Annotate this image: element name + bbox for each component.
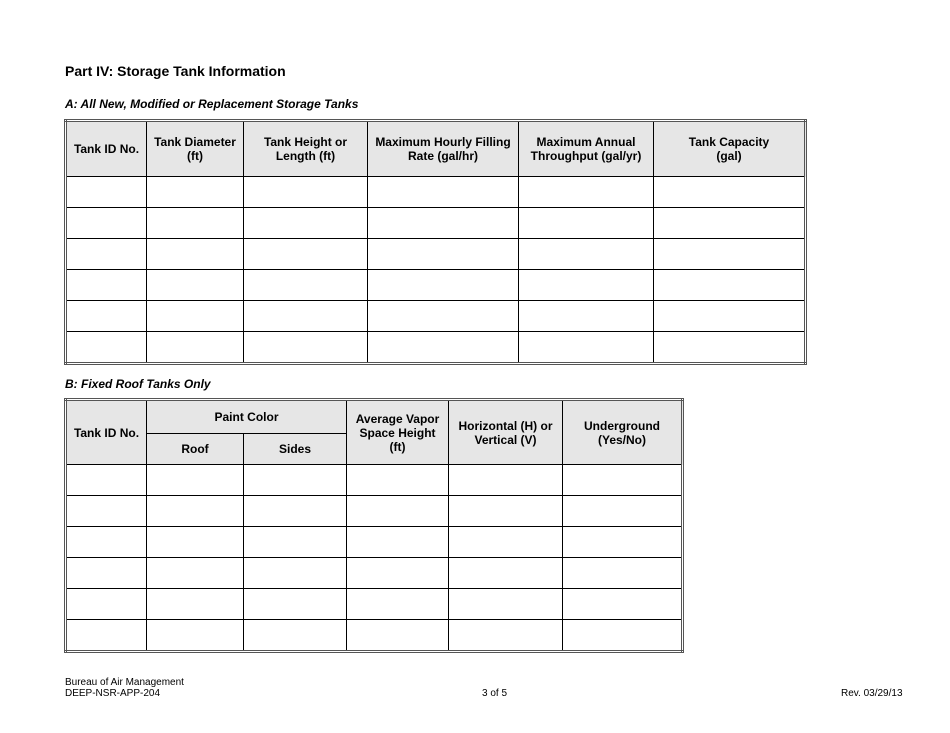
fixed-roof-input-cell[interactable] <box>563 620 683 652</box>
tank-input-cell[interactable] <box>654 239 806 270</box>
tank-input-cell[interactable] <box>66 332 147 364</box>
tank-input-cell[interactable] <box>519 301 654 332</box>
header-max-annual-throughput: Maximum Annual Throughput (gal/yr) <box>519 121 654 177</box>
part-title: Part IV: Storage Tank Information <box>65 63 286 79</box>
footer-page-number: 3 of 5 <box>482 688 508 699</box>
fixed-roof-input-cell[interactable] <box>449 465 563 496</box>
tank-input-cell[interactable] <box>368 301 519 332</box>
tank-input-cell[interactable] <box>519 332 654 364</box>
header-tank-height: Tank Height or Length (ft) <box>244 121 368 177</box>
header-orientation: Horizontal (H) or Vertical (V) <box>449 400 563 465</box>
table-header-row <box>66 121 806 177</box>
tank-input-cell[interactable] <box>147 301 244 332</box>
fixed-roof-input-cell[interactable] <box>449 620 563 652</box>
fixed-roof-input-cell[interactable] <box>66 589 147 620</box>
tank-input-cell[interactable] <box>368 239 519 270</box>
fixed-roof-input-cell[interactable] <box>347 558 449 589</box>
footer-form-id: DEEP-NSR-APP-204 <box>65 688 161 699</box>
fixed-roof-input-cell[interactable] <box>449 496 563 527</box>
table-row <box>66 465 683 496</box>
tank-input-cell[interactable] <box>519 177 654 208</box>
tank-input-cell[interactable] <box>244 301 368 332</box>
fixed-roof-input-cell[interactable] <box>563 465 683 496</box>
fixed-roof-input-cell[interactable] <box>449 527 563 558</box>
fixed-roof-input-cell[interactable] <box>347 589 449 620</box>
tank-input-cell[interactable] <box>147 177 244 208</box>
header-tank-diameter: Tank Diameter (ft) <box>147 121 244 177</box>
table-row <box>66 301 806 332</box>
tank-input-cell[interactable] <box>244 239 368 270</box>
tank-input-cell[interactable] <box>654 208 806 239</box>
table-row <box>66 332 806 364</box>
fixed-roof-input-cell[interactable] <box>347 496 449 527</box>
fixed-roof-input-cell[interactable] <box>244 620 347 652</box>
fixed-roof-input-cell[interactable] <box>449 558 563 589</box>
table-row <box>66 239 806 270</box>
fixed-roof-input-cell[interactable] <box>244 465 347 496</box>
header-max-hourly-filling: Maximum Hourly Filling Rate (gal/hr) <box>368 121 519 177</box>
header-tank-id: Tank ID No. <box>66 400 147 465</box>
fixed-roof-tanks-table <box>64 398 684 653</box>
header-vapor-space-height: Average Vapor Space Height (ft) <box>347 400 449 465</box>
fixed-roof-input-cell[interactable] <box>66 496 147 527</box>
table-row <box>66 527 683 558</box>
fixed-roof-input-cell[interactable] <box>449 589 563 620</box>
fixed-roof-input-cell[interactable] <box>563 496 683 527</box>
table-row <box>66 496 683 527</box>
tank-input-cell[interactable] <box>368 208 519 239</box>
footer-revision: Rev. 03/29/13 <box>841 688 903 699</box>
table-header-row <box>66 400 683 434</box>
header-paint-color: Paint Color <box>147 400 347 434</box>
fixed-roof-input-cell[interactable] <box>66 558 147 589</box>
fixed-roof-input-cell[interactable] <box>244 589 347 620</box>
tank-input-cell[interactable] <box>244 332 368 364</box>
header-tank-id: Tank ID No. <box>66 121 147 177</box>
table-row <box>66 620 683 652</box>
tank-input-cell[interactable] <box>519 270 654 301</box>
fixed-roof-input-cell[interactable] <box>147 527 244 558</box>
tank-input-cell[interactable] <box>654 270 806 301</box>
tank-input-cell[interactable] <box>66 177 147 208</box>
fixed-roof-input-cell[interactable] <box>347 527 449 558</box>
fixed-roof-input-cell[interactable] <box>563 558 683 589</box>
fixed-roof-input-cell[interactable] <box>66 465 147 496</box>
footer-left <box>65 677 184 699</box>
tank-input-cell[interactable] <box>368 270 519 301</box>
tank-input-cell[interactable] <box>66 301 147 332</box>
section-a-title: A: All New, Modified or Replacement Storage Tanks <box>65 97 359 111</box>
table-row <box>66 589 683 620</box>
tank-input-cell[interactable] <box>519 208 654 239</box>
fixed-roof-input-cell[interactable] <box>347 620 449 652</box>
tank-input-cell[interactable] <box>519 239 654 270</box>
fixed-roof-input-cell[interactable] <box>147 620 244 652</box>
tank-input-cell[interactable] <box>368 332 519 364</box>
fixed-roof-input-cell[interactable] <box>244 527 347 558</box>
tank-input-cell[interactable] <box>147 332 244 364</box>
tank-input-cell[interactable] <box>654 301 806 332</box>
tank-input-cell[interactable] <box>66 270 147 301</box>
fixed-roof-input-cell[interactable] <box>66 527 147 558</box>
fixed-roof-input-cell[interactable] <box>563 527 683 558</box>
header-roof: Roof <box>147 434 244 465</box>
table-row <box>66 208 806 239</box>
tank-input-cell[interactable] <box>244 208 368 239</box>
tank-input-cell[interactable] <box>147 270 244 301</box>
tank-input-cell[interactable] <box>147 208 244 239</box>
tank-input-cell[interactable] <box>244 177 368 208</box>
header-tank-capacity: Tank Capacity (gal) <box>654 121 806 177</box>
tank-input-cell[interactable] <box>654 332 806 364</box>
tank-input-cell[interactable] <box>66 208 147 239</box>
fixed-roof-input-cell[interactable] <box>244 558 347 589</box>
table-row <box>66 558 683 589</box>
storage-tanks-table <box>64 119 807 365</box>
table-row <box>66 270 806 301</box>
fixed-roof-input-cell[interactable] <box>563 589 683 620</box>
table-row <box>66 177 806 208</box>
section-b-title: B: Fixed Roof Tanks Only <box>65 377 211 391</box>
tank-input-cell[interactable] <box>244 270 368 301</box>
fixed-roof-input-cell[interactable] <box>147 558 244 589</box>
tank-input-cell[interactable] <box>654 177 806 208</box>
fixed-roof-input-cell[interactable] <box>147 465 244 496</box>
header-sides: Sides <box>244 434 347 465</box>
header-underground: Underground (Yes/No) <box>563 400 683 465</box>
tank-input-cell[interactable] <box>66 239 147 270</box>
footer-bureau: Bureau of Air Management <box>65 677 184 688</box>
fixed-roof-input-cell[interactable] <box>147 496 244 527</box>
fixed-roof-input-cell[interactable] <box>66 620 147 652</box>
tank-input-cell[interactable] <box>147 239 244 270</box>
fixed-roof-input-cell[interactable] <box>244 496 347 527</box>
fixed-roof-input-cell[interactable] <box>347 465 449 496</box>
fixed-roof-input-cell[interactable] <box>147 589 244 620</box>
tank-input-cell[interactable] <box>368 177 519 208</box>
